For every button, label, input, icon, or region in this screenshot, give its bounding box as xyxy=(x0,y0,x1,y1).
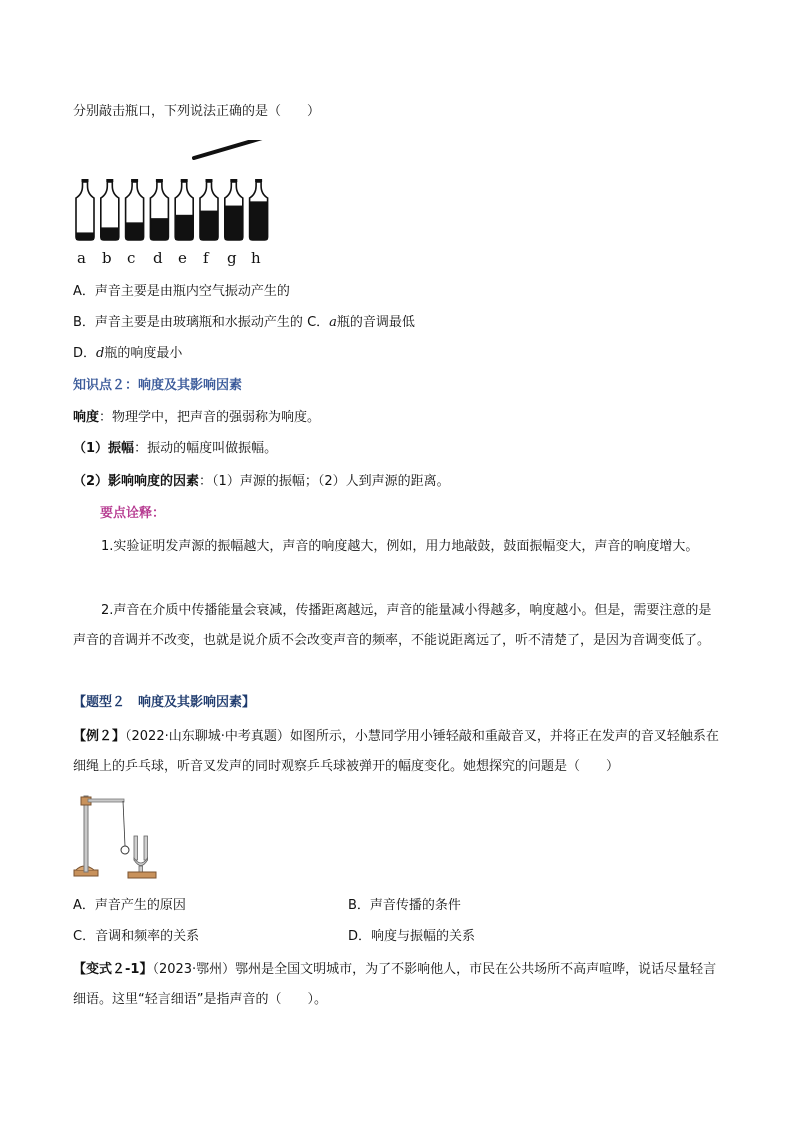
question-intro: 分别敲击瓶口，下列说法正确的是（ ） xyxy=(73,104,321,119)
amplitude-definition: （1）振幅：振动的幅度叫做振幅。 xyxy=(73,441,278,456)
ping-pong-ball-icon xyxy=(121,846,129,854)
tuning-fork-apparatus-figure xyxy=(72,792,162,880)
ex2-option-d: D．响度与振幅的关系 xyxy=(348,929,476,944)
ex2-option-c: C．音调和频率的关系 xyxy=(73,929,200,944)
loudness-factors: （2）影响响度的因素：（1）声源的振幅；（2）人到声源的距离。 xyxy=(73,474,450,489)
bottle-icon xyxy=(101,179,119,240)
example-2-question: 【例２】（2022·山东聊城·中考真题）如图所示，小慧同学用小锤轻敲和重敲音叉，并将正在发声的音叉轻触系在细绳上的乒乓球，听音叉发声的同时观察乒乓球被弹开的幅度变化。她想探究的问题是（ ） xyxy=(73,729,719,774)
bottle-label: f xyxy=(203,249,209,267)
string-icon xyxy=(123,801,125,846)
question-type-2-heading: 【题型２ 响度及其影响因素】 xyxy=(73,695,256,710)
striker-stick-icon xyxy=(194,140,269,158)
q1-option-d: D．d瓶的响度最小 xyxy=(73,346,183,361)
bottles-figure xyxy=(68,140,278,246)
key-point-1: 1.实验证明发声源的振幅越大，声音的响度越大，例如，用力地敲鼓，鼓面振幅变大，声音的响度增大。 xyxy=(101,539,699,554)
bottle-label: b xyxy=(102,249,112,267)
key-points-title: 要点诠释： xyxy=(100,506,166,521)
bottle-label: g xyxy=(227,249,237,267)
bottle-label: h xyxy=(251,249,261,267)
fork-base-icon xyxy=(128,872,156,878)
bottle-icon xyxy=(76,179,94,240)
ex2-option-b: B．声音传播的条件 xyxy=(348,898,461,913)
bottle-labels xyxy=(73,249,273,269)
bottle-icon xyxy=(175,179,193,240)
bottle-label: e xyxy=(178,249,187,267)
key-point-2: 2.声音在介质中传播能量会衰减，传播距离越远，声音的能量减小得越多，响度越小。但是，需要注意的是声音的音调并不改变，也就是说介质不会改变声音的频率，不能说距离远了，听不清楚了，是因为音调变低了。 xyxy=(73,603,712,648)
bottle-icon xyxy=(126,179,144,240)
bottle-label: c xyxy=(127,249,136,267)
bottle-icon xyxy=(150,179,168,240)
variant-2-1-question: 【变式２-1】（2023·鄂州）鄂州是全国文明城市，为了不影响他人，市民在公共场所不高声喧哗，说话尽量轻言细语。这里“轻言细语”是指声音的（ ）。 xyxy=(73,962,717,1007)
bottle-label: a xyxy=(77,249,86,267)
bottle-icon xyxy=(225,179,243,240)
q1-option-b: B．声音主要是由玻璃瓶和水振动产生的 xyxy=(73,315,303,330)
bottle-icon xyxy=(200,179,218,240)
knowledge-point-2-heading: 知识点２：响度及其影响因素 xyxy=(73,378,243,393)
stand-rod-icon xyxy=(84,796,88,872)
q1-option-a: A．声音主要是由瓶内空气振动产生的 xyxy=(73,284,290,299)
q1-option-c: C．a瓶的音调最低 xyxy=(307,315,415,330)
ex2-option-a: A．声音产生的原因 xyxy=(73,898,186,913)
ex2-options-row-1 xyxy=(73,896,186,916)
q1-option-b-c-row xyxy=(73,313,415,333)
loudness-definition: 响度：物理学中，把声音的强弱称为响度。 xyxy=(73,410,321,425)
tuning-fork-icon xyxy=(134,836,148,872)
bottle-label: d xyxy=(153,249,163,267)
bottle-icon xyxy=(250,179,268,240)
